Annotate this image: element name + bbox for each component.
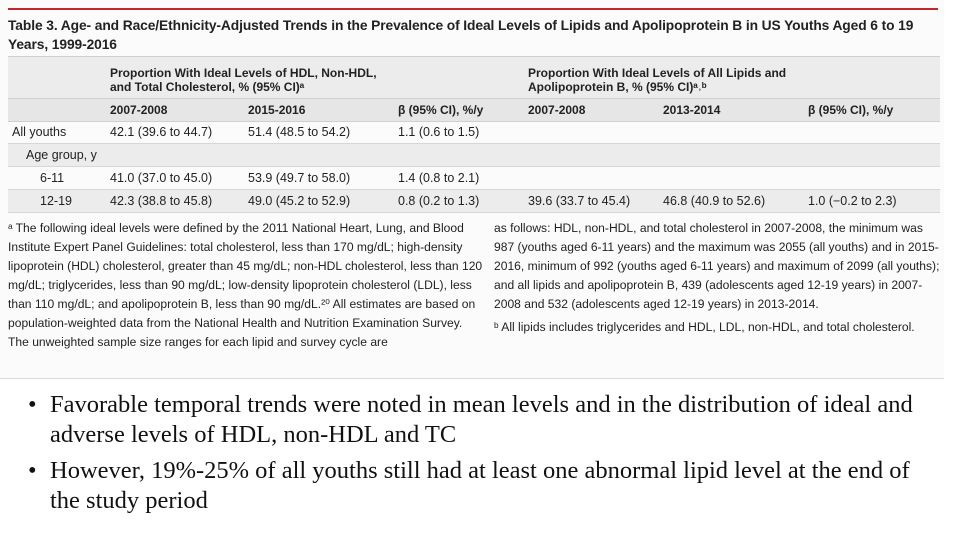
footnote-a-left: [8, 219, 484, 352]
table-row: [8, 144, 940, 167]
table-caption: Table 3. Age- and Race/Ethnicity-Adjusted Trends in the Prevalence of Ideal Levels of Lipids and Apolipoprotein B in US Youths Aged 6 to 19 Years, 1999-2016: [8, 18, 914, 52]
group2-header: [528, 66, 786, 94]
group1-header: [110, 66, 377, 94]
row-label: All youths: [12, 125, 67, 139]
col-header: 2007-2008: [110, 103, 168, 117]
table-cell: 1.0 (−0.2 to 2.3): [808, 194, 897, 208]
row-label: Age group, y: [26, 148, 97, 162]
table-cell: 0.8 (0.2 to 1.3): [398, 194, 480, 208]
group1-header-line1: Proportion With Ideal Levels of HDL, Non-HDL,: [110, 66, 377, 80]
table-cell: 39.6 (33.7 to 45.4): [528, 194, 631, 208]
col-header: 2007-2008: [528, 103, 586, 117]
table-cell: 41.0 (37.0 to 45.0): [110, 171, 213, 185]
bullet-symbol: •: [28, 457, 37, 484]
col-header: β (95% CI), %/y: [808, 103, 894, 117]
bullet-text: However, 19%-25% of all youths still had at least one abnormal lipid level at the end of the study period: [50, 457, 910, 514]
data-table: [8, 56, 940, 216]
table-cell: 53.9 (49.7 to 58.0): [248, 171, 351, 185]
footnote-a-continued: as follows: HDL, non-HDL, and total cholesterol in 2007-2008, the minimum was 987 (youths aged 6-11 years) and the maximum was 2055 (all youths) and in 2015-2016, minimum of 992 (youths aged 6-11 years) and maximum of 2099 (all youths); and all lipids and apolipoprotein B, 439 (adolescents aged 12-19 years) in 2007-2008 and 532 (adolescents aged 12-19 years) in 2013-2014.: [494, 221, 940, 311]
footnote-right-column: [494, 219, 940, 337]
group1-header-line2: and Total Cholesterol, % (95% CI)ᵃ: [110, 80, 305, 94]
table-cell: 42.1 (39.6 to 44.7): [110, 125, 213, 139]
group2-header-line1: Proportion With Ideal Levels of All Lipids and: [528, 66, 787, 80]
footnote-b: ᵇ All lipids includes triglycerides and HDL, LDL, non-HDL, and total cholesterol.: [494, 320, 915, 334]
table-row: [8, 121, 940, 144]
bullet-item: [28, 390, 928, 450]
table-cell: 1.4 (0.8 to 2.1): [398, 171, 480, 185]
bullet-list: [28, 390, 928, 522]
table-row: [8, 167, 940, 190]
bullet-symbol: •: [28, 391, 37, 418]
top-rule: [8, 8, 938, 10]
col-header: 2013-2014: [663, 103, 721, 117]
table-cell: 51.4 (48.5 to 54.2): [248, 125, 351, 139]
table-cell: 1.1 (0.6 to 1.5): [398, 125, 480, 139]
bullet-item: [28, 456, 928, 516]
table-cell: 46.8 (40.9 to 52.6): [663, 194, 766, 208]
footnote-a-text: ᵃ The following ideal levels were defined by the 2011 National Heart, Lung, and Blood Institute Expert Panel Guidelines: total cholesterol, less than 170 mg/dL; high-density lipoprotein (HDL) cholesterol, greater than 45 mg/dL; non-HDL cholesterol, less than 120 mg/dL; triglycerides, less than 90 mg/dL; low-density lipoprotein cholesterol (LDL), less than 110 mg/dL; and apolipoprotein B, less than 90 mg/dL.²⁰ All estimates are based on population-weighted data from the National Health and Nutrition Examination Survey. The unweighted sample size ranges for each lipid and survey cycle are: [8, 221, 483, 349]
column-header-row: [8, 98, 940, 122]
table-cell: 42.3 (38.8 to 45.8): [110, 194, 213, 208]
col-header: 2015-2016: [248, 103, 306, 117]
table-row: [8, 190, 940, 213]
group2-header-line2: Apolipoprotein B, % (95% CI)ᵃ˒ᵇ: [528, 80, 707, 94]
row-label: 12-19: [40, 194, 72, 208]
col-header: β (95% CI), %/y: [398, 103, 484, 117]
table-cell: 49.0 (45.2 to 52.9): [248, 194, 351, 208]
row-label: 6-11: [40, 171, 65, 185]
bullet-text: Favorable temporal trends were noted in mean levels and in the distribution of ideal and adverse levels of HDL, non-HDL and TC: [50, 391, 913, 448]
